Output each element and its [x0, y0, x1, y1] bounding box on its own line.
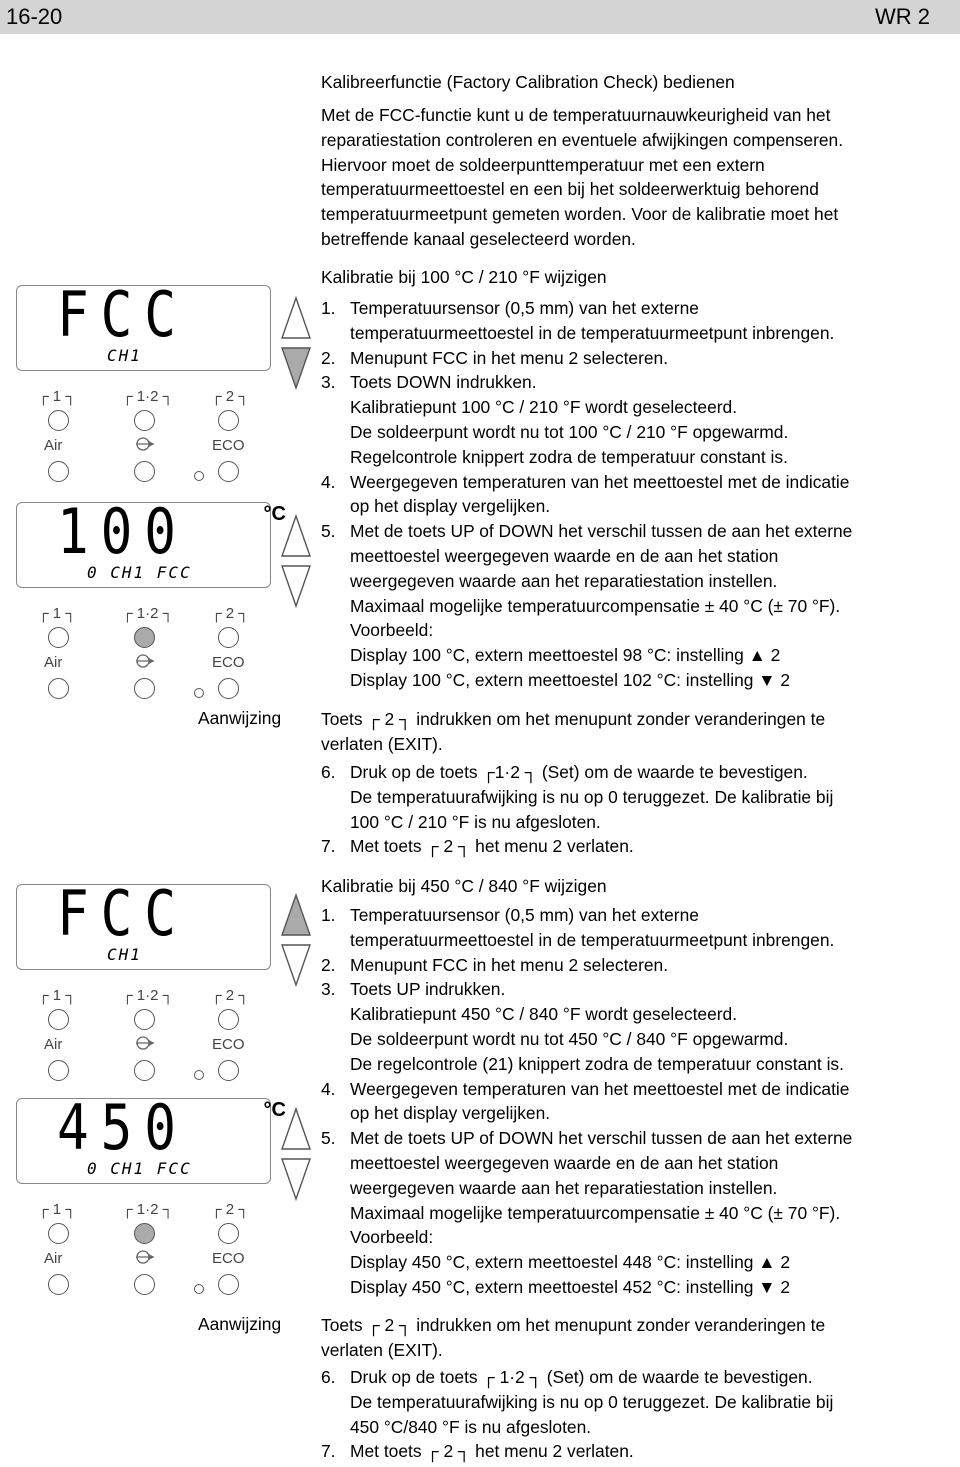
key12-label: ┌ 1·2 ┐ — [122, 388, 174, 405]
down-arrow-icon — [282, 1159, 310, 1199]
step-text: op het display vergelijken. — [350, 1103, 551, 1124]
block100-note — [321, 707, 825, 757]
led-indicator — [194, 1070, 204, 1080]
step-text: Regelcontrole knippert zodra de temperatuur constant is. — [350, 446, 788, 467]
key2-label: ┌ 2 ┐ — [211, 1201, 249, 1218]
step-line — [321, 834, 833, 859]
key1-button[interactable] — [48, 627, 69, 648]
up-arrow-icon — [282, 516, 310, 556]
text-line: temperatuurmeetpunt gemeten worden. Voor de kalibratie moet het — [321, 204, 839, 225]
eco-button[interactable] — [218, 1274, 239, 1295]
text-line: Toets ┌ 2 ┐ indrukken om het menupunt zonder veranderingen te — [321, 1315, 826, 1335]
air-label: Air — [44, 1036, 63, 1053]
step-text: Maximaal mogelijke temperatuurcompensatie ± 40 °C (± 70 °F). — [350, 595, 841, 616]
key2-button[interactable] — [218, 627, 239, 648]
lcd-sub-text: 0 CH1 FCC — [87, 1159, 192, 1178]
pump-icon — [134, 1248, 156, 1270]
step-text: Met de toets UP of DOWN het verschil tussen de aan het externe — [350, 521, 853, 542]
text-line: Hiervoor moet de soldeerpunttemperatuur met een extern — [321, 154, 765, 175]
pump-button[interactable] — [134, 1274, 155, 1295]
block100-title: Kalibratie bij 100 °C / 210 °F wijzigen — [321, 267, 607, 287]
up-arrow-icon — [282, 1109, 310, 1149]
block450-after — [321, 1365, 833, 1464]
text-line: verlaten (EXIT). — [321, 733, 443, 754]
step-line — [321, 1250, 852, 1275]
pump-button[interactable] — [134, 1060, 155, 1081]
air-button[interactable] — [48, 1274, 69, 1295]
key1-label: ┌ 1 ┐ — [38, 987, 76, 1004]
step-line — [321, 1126, 852, 1151]
block100-after — [321, 760, 833, 859]
step-text: meettoestel weergegeven waarde en de aan het station — [350, 1152, 779, 1173]
device-panel — [16, 877, 271, 1084]
air-label: Air — [44, 1250, 63, 1267]
step-text: Kalibratiepunt 100 °C / 210 °F wordt geselecteerd. — [350, 397, 738, 418]
step-text: De regelcontrole (21) knippert zodra de temperatuur constant is. — [350, 1053, 844, 1074]
intro-paragraph — [321, 103, 843, 252]
down-arrow-icon — [282, 566, 310, 606]
step-text: Maximaal mogelijke temperatuurcompensatie ± 40 °C (± 70 °F). — [350, 1202, 841, 1223]
step-line — [321, 928, 852, 953]
up-down-keys-3 — [280, 893, 320, 988]
led-indicator — [194, 1284, 204, 1294]
step-line — [321, 1390, 833, 1415]
note-label-100: Aanwijzing — [198, 708, 282, 728]
step-line — [321, 1439, 833, 1464]
step-number: 2. — [321, 954, 336, 975]
step-text: Weergegeven temperaturen van het meettoestel met de indicatie — [350, 471, 850, 492]
key2-button[interactable] — [218, 1223, 239, 1244]
down-arrow-icon — [282, 945, 310, 985]
step-line — [321, 760, 833, 785]
step-text: De soldeerpunt wordt nu tot 450 °C / 840 °F opgewarmd. — [350, 1028, 789, 1049]
block450-title: Kalibratie bij 450 °C / 840 °F wijzigen — [321, 876, 607, 896]
step-number: 5. — [321, 521, 336, 542]
step-number: 3. — [321, 979, 336, 1000]
key12-button[interactable] — [134, 1009, 155, 1030]
key12-button[interactable] — [134, 627, 155, 648]
key12-label: ┌ 1·2 ┐ — [122, 605, 174, 622]
step-line — [321, 1275, 852, 1300]
step-line — [321, 1176, 852, 1201]
eco-button[interactable] — [218, 678, 239, 699]
step-number: 5. — [321, 1128, 336, 1149]
device-panel — [16, 1091, 286, 1298]
step-line — [321, 519, 852, 544]
led-indicator — [194, 688, 204, 698]
step-line — [321, 1077, 852, 1102]
step-number: 1. — [321, 905, 336, 925]
step-text: Kalibratiepunt 450 °C / 840 °F wordt geselecteerd. — [350, 1004, 738, 1025]
step-line — [321, 470, 852, 495]
block450-steps — [321, 903, 852, 1300]
block450-note — [321, 1313, 825, 1363]
key12-button[interactable] — [134, 410, 155, 431]
step-line — [321, 1201, 852, 1226]
lcd-main-text: 100 — [57, 495, 188, 568]
step-text: Druk op de toets ┌ 1·2 ┐ (Set) om de waarde te bevestigen. — [350, 1367, 813, 1387]
step-line — [321, 346, 852, 371]
step-line — [321, 1002, 852, 1027]
step-text: De temperatuurafwijking is nu op 0 teruggezet. De kalibratie bij — [350, 1391, 834, 1412]
eco-label: ECO — [212, 1036, 245, 1053]
step-text: Temperatuursensor (0,5 mm) van het externe — [350, 905, 699, 925]
step-line — [321, 594, 852, 619]
lcd-display — [16, 495, 286, 588]
step-text: Display 450 °C, extern meettoestel 448 °C: instelling ▲ 2 — [350, 1252, 791, 1273]
step-number: 6. — [321, 1367, 336, 1387]
unit-label: °C — [263, 503, 286, 525]
key2-label: ┌ 2 ┐ — [211, 605, 249, 622]
air-button[interactable] — [48, 1060, 69, 1081]
step-line — [321, 569, 852, 594]
lcd-sub-text: CH1 — [107, 945, 142, 964]
step-line — [321, 445, 852, 470]
step-line — [321, 977, 852, 1002]
pump-icon — [134, 435, 156, 457]
lcd-display — [16, 1091, 286, 1184]
step-text: Voorbeeld: — [350, 1227, 434, 1248]
down-arrow-icon — [282, 348, 310, 388]
step-text: 450 °C/840 °F is nu afgesloten. — [350, 1416, 592, 1437]
up-arrow-icon — [282, 895, 310, 935]
step-text: Druk op de toets ┌1·2 ┐ (Set) om de waarde te bevestigen. — [350, 762, 808, 782]
eco-label: ECO — [212, 437, 245, 454]
step-line — [321, 903, 852, 928]
led-indicator — [194, 471, 204, 481]
step-text: De temperatuurafwijking is nu op 0 teruggezet. De kalibratie bij — [350, 786, 834, 807]
up-down-keys-2 — [280, 514, 320, 609]
key1-label: ┌ 1 ┐ — [38, 1201, 76, 1218]
page-header — [0, 0, 960, 34]
step-line — [321, 1415, 833, 1440]
step-line — [321, 1027, 852, 1052]
step-text: 100 °C / 210 °F is nu afgesloten. — [350, 811, 601, 832]
note-label-450: Aanwijzing — [198, 1314, 282, 1334]
eco-label: ECO — [212, 654, 245, 671]
lcd-display — [16, 278, 271, 371]
lcd-sub-text: CH1 — [107, 346, 142, 365]
step-line — [321, 668, 852, 693]
key12-label: ┌ 1·2 ┐ — [122, 1201, 174, 1218]
key2-label: ┌ 2 ┐ — [211, 987, 249, 1004]
step-text: weergegeven waarde aan het reparatiestation instellen. — [350, 1177, 778, 1198]
step-line — [321, 643, 852, 668]
step-number: 2. — [321, 347, 336, 368]
unit-label: °C — [263, 1099, 286, 1121]
key2-button[interactable] — [218, 410, 239, 431]
key1-button[interactable] — [48, 1009, 69, 1030]
step-line — [321, 494, 852, 519]
step-text: Menupunt FCC in het menu 2 selecteren. — [350, 347, 669, 368]
up-down-keys-4 — [280, 1107, 320, 1202]
lcd-main-text: FCC — [57, 877, 188, 950]
step-line — [321, 1101, 852, 1126]
step-line — [321, 296, 852, 321]
step-line — [321, 395, 852, 420]
step-number: 3. — [321, 372, 336, 393]
step-text: temperatuurmeettoestel in de temperatuurmeetpunt inbrengen. — [350, 929, 835, 950]
step-number: 6. — [321, 762, 336, 782]
step-number: 1. — [321, 298, 336, 318]
eco-label: ECO — [212, 1250, 245, 1267]
key1-button[interactable] — [48, 1223, 69, 1244]
lcd-display — [16, 877, 271, 970]
up-arrow-icon — [282, 298, 310, 338]
air-label: Air — [44, 437, 63, 454]
pump-icon — [134, 1034, 156, 1056]
lcd-sub-text: 0 CH1 FCC — [87, 563, 192, 582]
step-text: Met toets ┌ 2 ┐ het menu 2 verlaten. — [350, 1441, 634, 1462]
air-label: Air — [44, 654, 63, 671]
text-line: reparatiestation controleren en eventuele afwijkingen compenseren. — [321, 129, 844, 150]
step-text: Toets DOWN indrukken. — [350, 372, 537, 393]
step-line — [321, 420, 852, 445]
step-text: Met toets ┌ 2 ┐ het menu 2 verlaten. — [350, 836, 634, 857]
device-panel — [16, 495, 286, 702]
pump-icon — [134, 652, 156, 674]
step-line — [321, 1052, 852, 1077]
step-text: Menupunt FCC in het menu 2 selecteren. — [350, 954, 669, 975]
key2-label: ┌ 2 ┐ — [211, 388, 249, 405]
eco-button[interactable] — [218, 461, 239, 482]
step-number: 4. — [321, 1078, 336, 1099]
step-number: 7. — [321, 836, 336, 857]
key12-label: ┌ 1·2 ┐ — [122, 987, 174, 1004]
lcd-main-text: FCC — [57, 278, 188, 351]
key2-button[interactable] — [218, 1009, 239, 1030]
step-text: weergegeven waarde aan het reparatiestation instellen. — [350, 570, 778, 591]
step-text: Weergegeven temperaturen van het meettoestel met de indicatie — [350, 1078, 850, 1099]
step-text: op het display vergelijken. — [350, 496, 551, 517]
key1-label: ┌ 1 ┐ — [38, 388, 76, 405]
step-text: meettoestel weergegeven waarde en de aan het station — [350, 545, 779, 566]
key1-button[interactable] — [48, 410, 69, 431]
step-line — [321, 1365, 833, 1390]
air-button[interactable] — [48, 461, 69, 482]
step-text: De soldeerpunt wordt nu tot 100 °C / 210 °F opgewarmd. — [350, 421, 789, 442]
step-number: 4. — [321, 471, 336, 492]
text-line: Toets ┌ 2 ┐ indrukken om het menupunt zonder veranderingen te — [321, 709, 826, 729]
step-line — [321, 953, 852, 978]
step-line — [321, 785, 833, 810]
step-text: temperatuurmeettoestel in de temperatuurmeetpunt inbrengen. — [350, 322, 835, 343]
step-line — [321, 810, 833, 835]
lcd-main-text: 450 — [57, 1091, 188, 1164]
document-title: WR 2 — [875, 4, 930, 29]
step-text: Voorbeeld: — [350, 620, 434, 641]
step-text: Display 100 °C, extern meettoestel 102 °C: instelling ▼ 2 — [350, 669, 791, 690]
eco-button[interactable] — [218, 1060, 239, 1081]
step-line — [321, 1225, 852, 1250]
key12-button[interactable] — [134, 1223, 155, 1244]
up-down-keys-1 — [280, 296, 320, 391]
step-number: 7. — [321, 1441, 336, 1462]
step-line — [321, 370, 852, 395]
block100-steps — [321, 296, 852, 693]
text-line: temperatuurmeettoestel en een bij het soldeerwerktuig behorend — [321, 179, 819, 200]
step-line — [321, 544, 852, 569]
pump-button[interactable] — [134, 461, 155, 482]
text-line: betreffende kanaal geselecteerd worden. — [321, 228, 636, 249]
page-number: 16-20 — [6, 4, 63, 29]
text-line: Met de FCC-functie kunt u de temperatuurnauwkeurigheid van het — [321, 105, 831, 125]
step-line — [321, 1151, 852, 1176]
section-title: Kalibreerfunctie (Factory Calibration Check) bedienen — [321, 72, 735, 92]
text-line: verlaten (EXIT). — [321, 1339, 443, 1360]
step-text: Toets UP indrukken. — [350, 979, 506, 1000]
step-text: Display 450 °C, extern meettoestel 452 °C: instelling ▼ 2 — [350, 1276, 791, 1297]
key1-label: ┌ 1 ┐ — [38, 605, 76, 622]
device-panel — [16, 278, 271, 485]
step-text: Temperatuursensor (0,5 mm) van het externe — [350, 298, 699, 318]
pump-button[interactable] — [134, 678, 155, 699]
step-text: Display 100 °C, extern meettoestel 98 °C: instelling ▲ 2 — [350, 645, 781, 666]
step-line — [321, 321, 852, 346]
step-line — [321, 618, 852, 643]
step-text: Met de toets UP of DOWN het verschil tussen de aan het externe — [350, 1128, 853, 1149]
air-button[interactable] — [48, 678, 69, 699]
